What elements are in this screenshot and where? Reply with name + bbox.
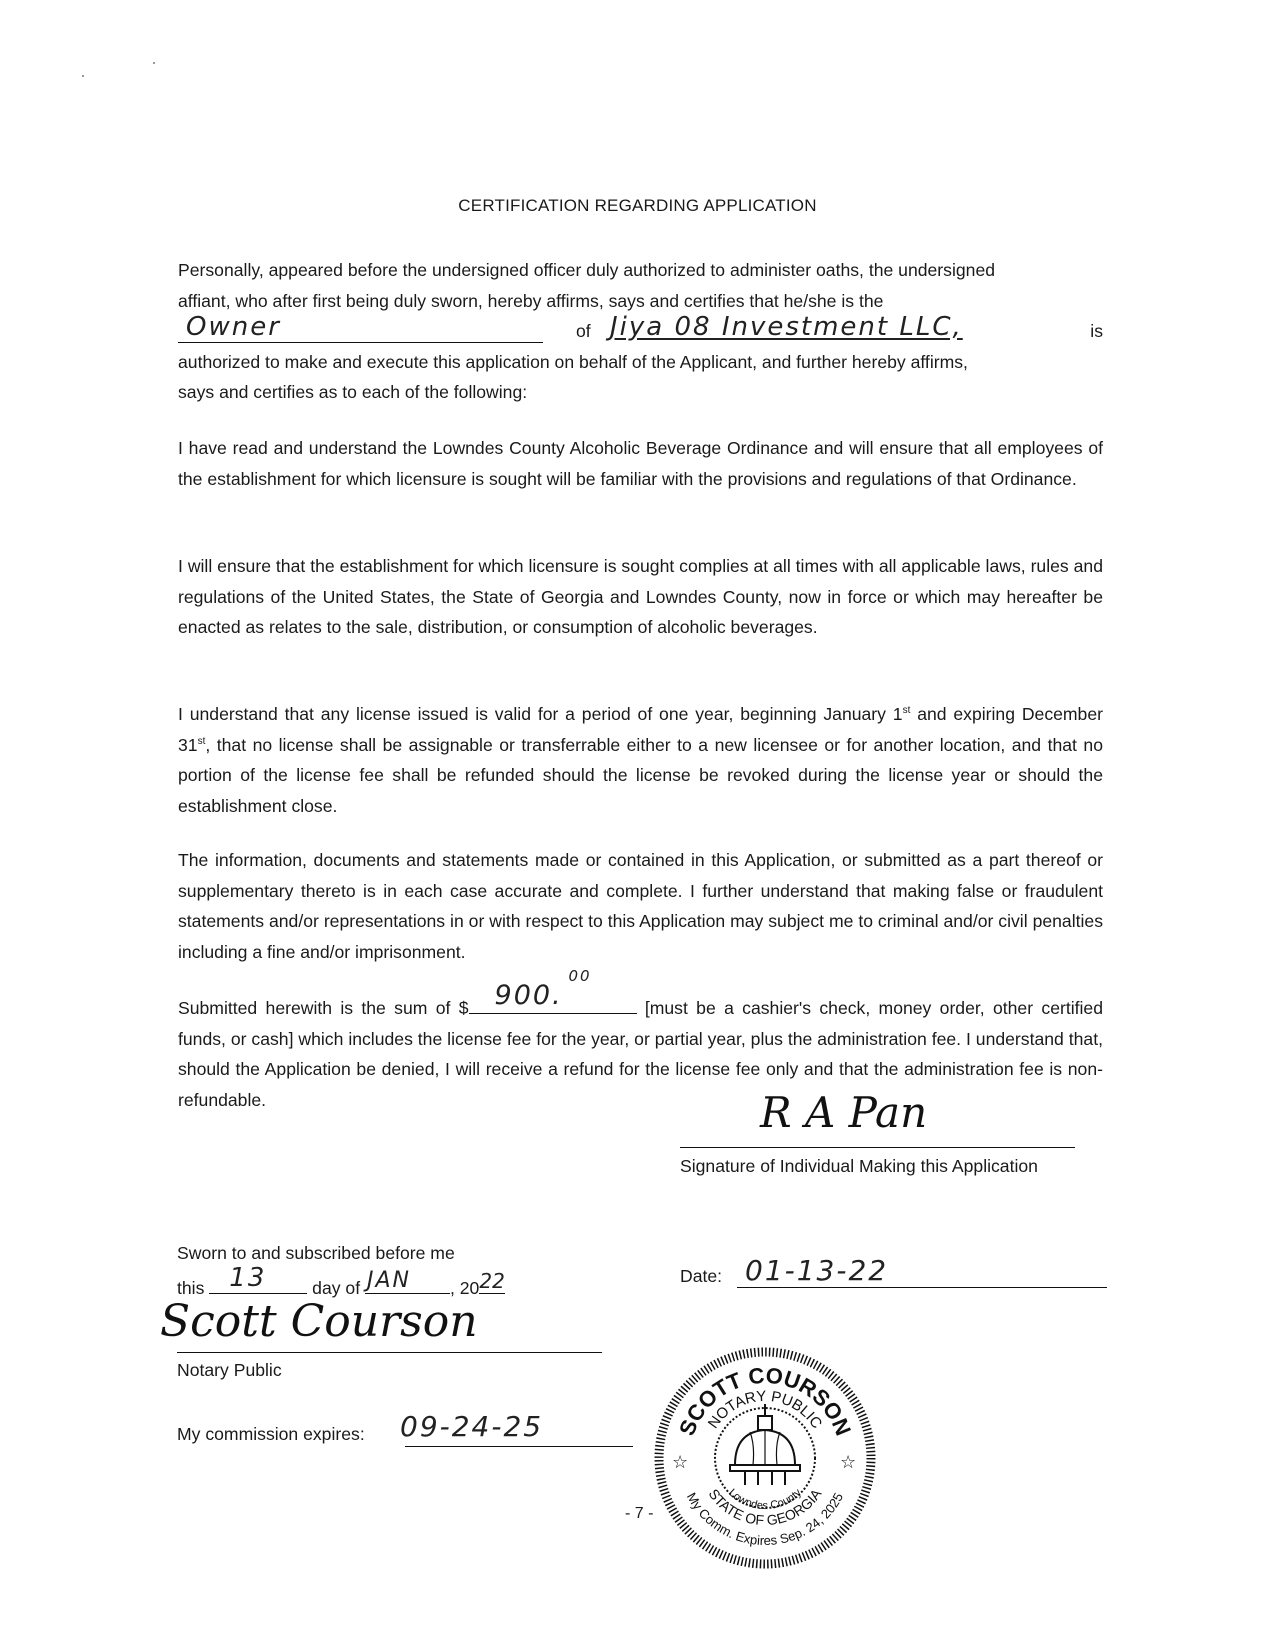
fee-cents-value: 00 (568, 966, 592, 985)
notary-caption: Notary Public (177, 1360, 282, 1380)
intro-fill-line (178, 311, 1103, 347)
day-field[interactable] (209, 1263, 307, 1294)
commission-value: 09-24-25 (400, 1410, 544, 1443)
validity-text-c: , that no license shall be assignable or transferrable either to a new licensee or for another location, and that no portion of the license fee shall be refunded should the license be revoked during the license year or should the establishment close. (178, 734, 1103, 816)
commission-label: My commission expires: (177, 1424, 365, 1444)
intro-paragraph (178, 255, 1103, 408)
svg-text:STATE OF GEORGIA: STATE OF GEORGIA (705, 1485, 825, 1529)
scan-speck (153, 62, 155, 64)
applicant-signature-line[interactable] (680, 1147, 1075, 1148)
position-field[interactable] (178, 311, 543, 343)
validity-paragraph (178, 699, 1103, 821)
applicant-signature: R A Pan (760, 1088, 928, 1137)
notary-signature-line[interactable] (177, 1352, 602, 1353)
svg-text:My Comm. Expires Sep. 24, 2025: My Comm. Expires Sep. 24, 2025 (683, 1490, 847, 1549)
svg-text:SCOTT COURSON: SCOTT COURSON (674, 1362, 856, 1439)
superscript-st: st (197, 735, 206, 747)
applicant-signature-caption: Signature of Individual Making this Application (680, 1156, 1038, 1176)
svg-text:☆: ☆ (672, 1452, 689, 1472)
sworn-text: Sworn to and subscribed before me (177, 1243, 455, 1263)
month-value: JAN (367, 1268, 411, 1293)
day-of-label: day of (312, 1278, 361, 1298)
accuracy-paragraph: The information, documents and statements made or contained in this Application, or submitted as a part thereof or supplementary thereto is in each case accurate and complete. I further understand that making false or fraudulent statements and/or representations in or with respect to this Application may subject me to criminal and/or civil penalties including a fine and/or imprisonment. (178, 850, 1103, 962)
intro-line-2: affiant, who after first being duly sworn, hereby affirms, says and certifies that he/she is the (178, 290, 884, 311)
scan-speck (82, 75, 84, 77)
svg-text:Lowndes County: Lowndes County (726, 1486, 804, 1513)
date-label: Date: (680, 1266, 723, 1286)
compliance-paragraph: I will ensure that the establishment for which licensure is sought complies at all times with all applicable laws, rules and regulations of the United States, the State of Georgia and Lowndes County, now in force or which may hereafter be enacted as relates to the sale, distribution, or consumption of alcoholic beverages. (178, 556, 1103, 637)
month-field[interactable] (365, 1268, 450, 1294)
notary-seal-icon (650, 1340, 880, 1570)
svg-text:NOTARY PUBLIC: NOTARY PUBLIC (704, 1387, 826, 1432)
of-label: of (576, 321, 591, 341)
validity-text-a: I understand that any license issued is valid for a period of one year, beginning January 1 (178, 704, 903, 724)
document-title: CERTIFICATION REGARDING APPLICATION (458, 196, 817, 215)
date-value: 01-13-22 (745, 1254, 889, 1287)
fee-amount-field[interactable] (469, 966, 637, 1014)
svg-text:☆: ☆ (840, 1452, 857, 1472)
intro-line-5: says and certifies as to each of the following: (178, 382, 528, 402)
fee-text-a: Submitted herewith is the sum of $ (178, 998, 469, 1018)
day-value: 13 (229, 1263, 267, 1293)
intro-line-4: authorized to make and execute this application on behalf of the Applicant, and further hereby affirms, (178, 351, 968, 372)
ordinance-paragraph: I have read and understand the Lowndes County Alcoholic Beverage Ordinance and will ensure that all employees of the establishment for which licensure is sought will be familiar with the provisions and regulations of that Ordinance. (178, 438, 1103, 489)
notary-stamp (650, 1340, 880, 1570)
superscript-st: st (902, 705, 911, 717)
intro-line-1: Personally, appeared before the undersigned officer duly authorized to administer oaths, the undersigned (178, 260, 996, 280)
year-prefix: , 20 (450, 1278, 480, 1298)
is-label: is (1090, 321, 1103, 341)
notary-signature: Scott Courson (160, 1296, 478, 1347)
fee-amount-value: 900. (494, 979, 563, 1011)
year-value: 22 (479, 1269, 505, 1293)
date-field[interactable] (737, 1287, 1107, 1288)
validity-text-b: and expiring December 31 (178, 704, 1103, 755)
page-number: - 7 - (625, 1505, 654, 1522)
position-value: Owner (186, 311, 281, 342)
this-label: this (177, 1278, 205, 1298)
fee-paragraph (178, 966, 1103, 1115)
company-value: Jiya 08 Investment LLC, (610, 311, 963, 342)
company-field[interactable] (608, 311, 1048, 342)
commission-field[interactable] (405, 1446, 633, 1447)
year-field[interactable] (479, 1269, 505, 1294)
fee-text-b: [must be a cashier's check, money order, other certified funds, or cash] which includes the license fee for the year, or partial year, plus the administration fee. I understand that, should the Application be denied, I will receive a refund for the license fee only and that the administration fee is non-refundable. (178, 998, 1103, 1110)
